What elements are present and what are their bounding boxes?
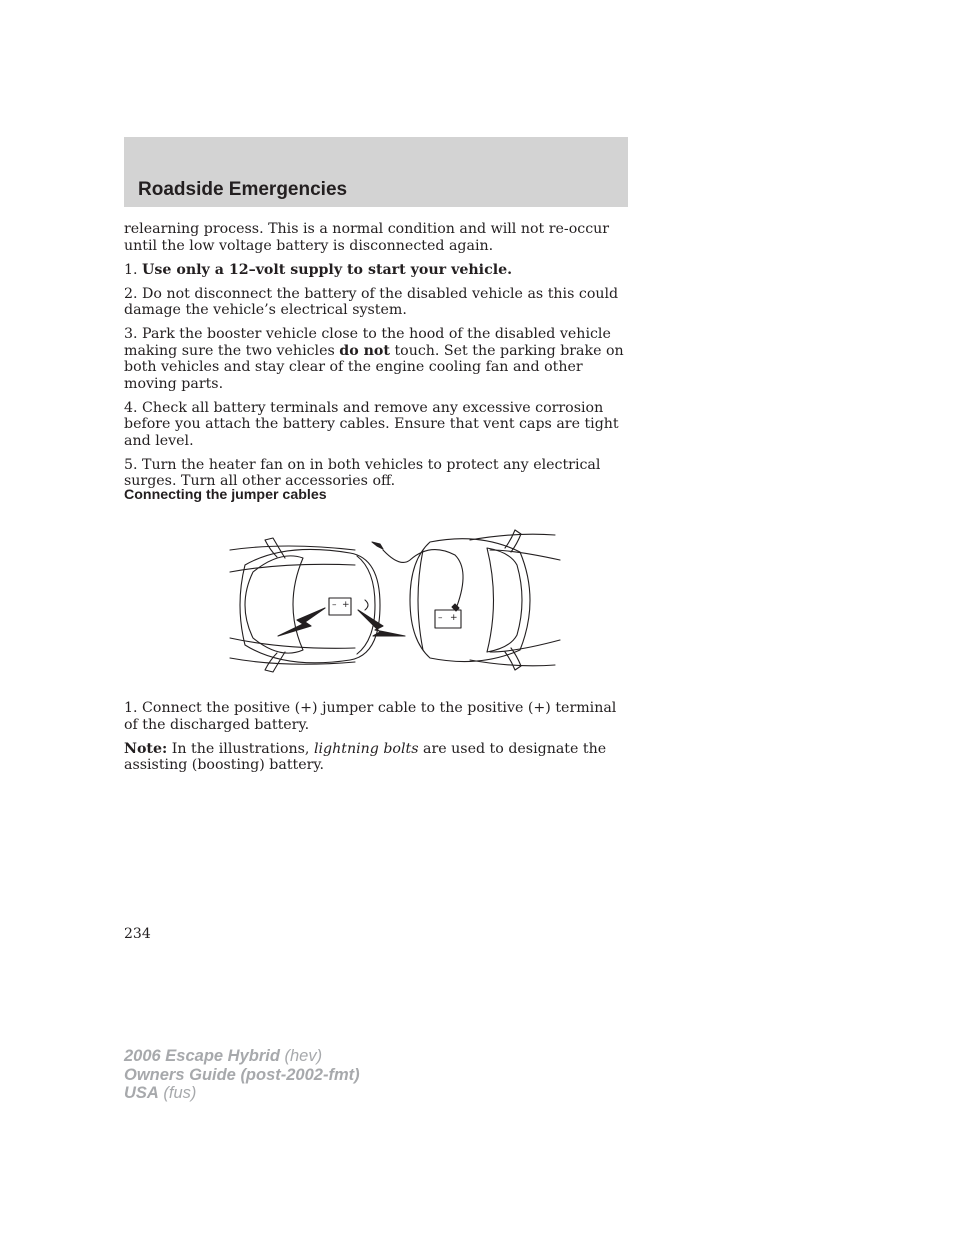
subheading: Connecting the jumper cables: [124, 487, 327, 503]
lightning-bolt-icon: [278, 608, 325, 636]
note-paragraph: Note: In the illustrations, lightning bolts are used to designate the assisting (boosting) battery.: [124, 740, 607, 773]
step-1: 1. Use only a 12–volt supply to start your vehicle.: [124, 261, 513, 278]
section-title: Roadside Emergencies: [138, 179, 348, 200]
jumper-cables-illustration: [225, 520, 565, 690]
step-4: 4. Check all battery terminals and remove any excessive corrosion before you attach the battery cables. Ensure that vent caps are tight and level.: [124, 399, 619, 449]
booster-battery-plus: +: [342, 600, 350, 610]
footer-line-3: USA (fus): [124, 1084, 197, 1102]
step-3-bold: do not: [339, 342, 390, 359]
intro-paragraph: relearning process. This is a normal condition and will not re-occur until the low voltage battery is disconnected again.: [124, 221, 610, 254]
footer-line-2: Owners Guide (post-2002-fmt): [124, 1065, 360, 1084]
disabled-vehicle: [410, 530, 560, 670]
booster-battery-minus: –: [332, 600, 337, 610]
step-2: 2. Do not disconnect the battery of the disabled vehicle as this could damage the vehicle’s electrical system.: [124, 285, 619, 318]
disabled-battery-minus: –: [438, 613, 443, 623]
connect-step-1: 1. Connect the positive (+) jumper cable to the positive (+) terminal of the discharged battery.: [124, 700, 617, 733]
step-5: 5. Turn the heater fan on in both vehicles to protect any electrical surges. Turn all other accessories off.: [124, 456, 601, 489]
page-number: 234: [124, 926, 151, 942]
step-3: 3. Park the booster vehicle close to the hood of the disabled vehicle making sure the two vehicles do not touch. Set the parking brake on both vehicles and stay clear of the engine cooling fan and other moving parts.: [124, 326, 624, 392]
note-label: Note:: [124, 740, 168, 757]
lightning-bolt-icon: [358, 610, 405, 636]
note-italic: lightning bolts: [313, 740, 419, 757]
footer-line-1: 2006 Escape Hybrid (hev): [124, 1047, 323, 1065]
connection-instructions: [124, 700, 630, 781]
footer-imprint: [124, 1047, 360, 1103]
step-1-bold: Use only a 12–volt supply to start your vehicle.: [142, 261, 513, 278]
instructions-block: [124, 221, 630, 497]
booster-vehicle: [230, 538, 405, 672]
disabled-battery-plus: +: [450, 613, 458, 623]
section-header-band: [124, 137, 628, 207]
